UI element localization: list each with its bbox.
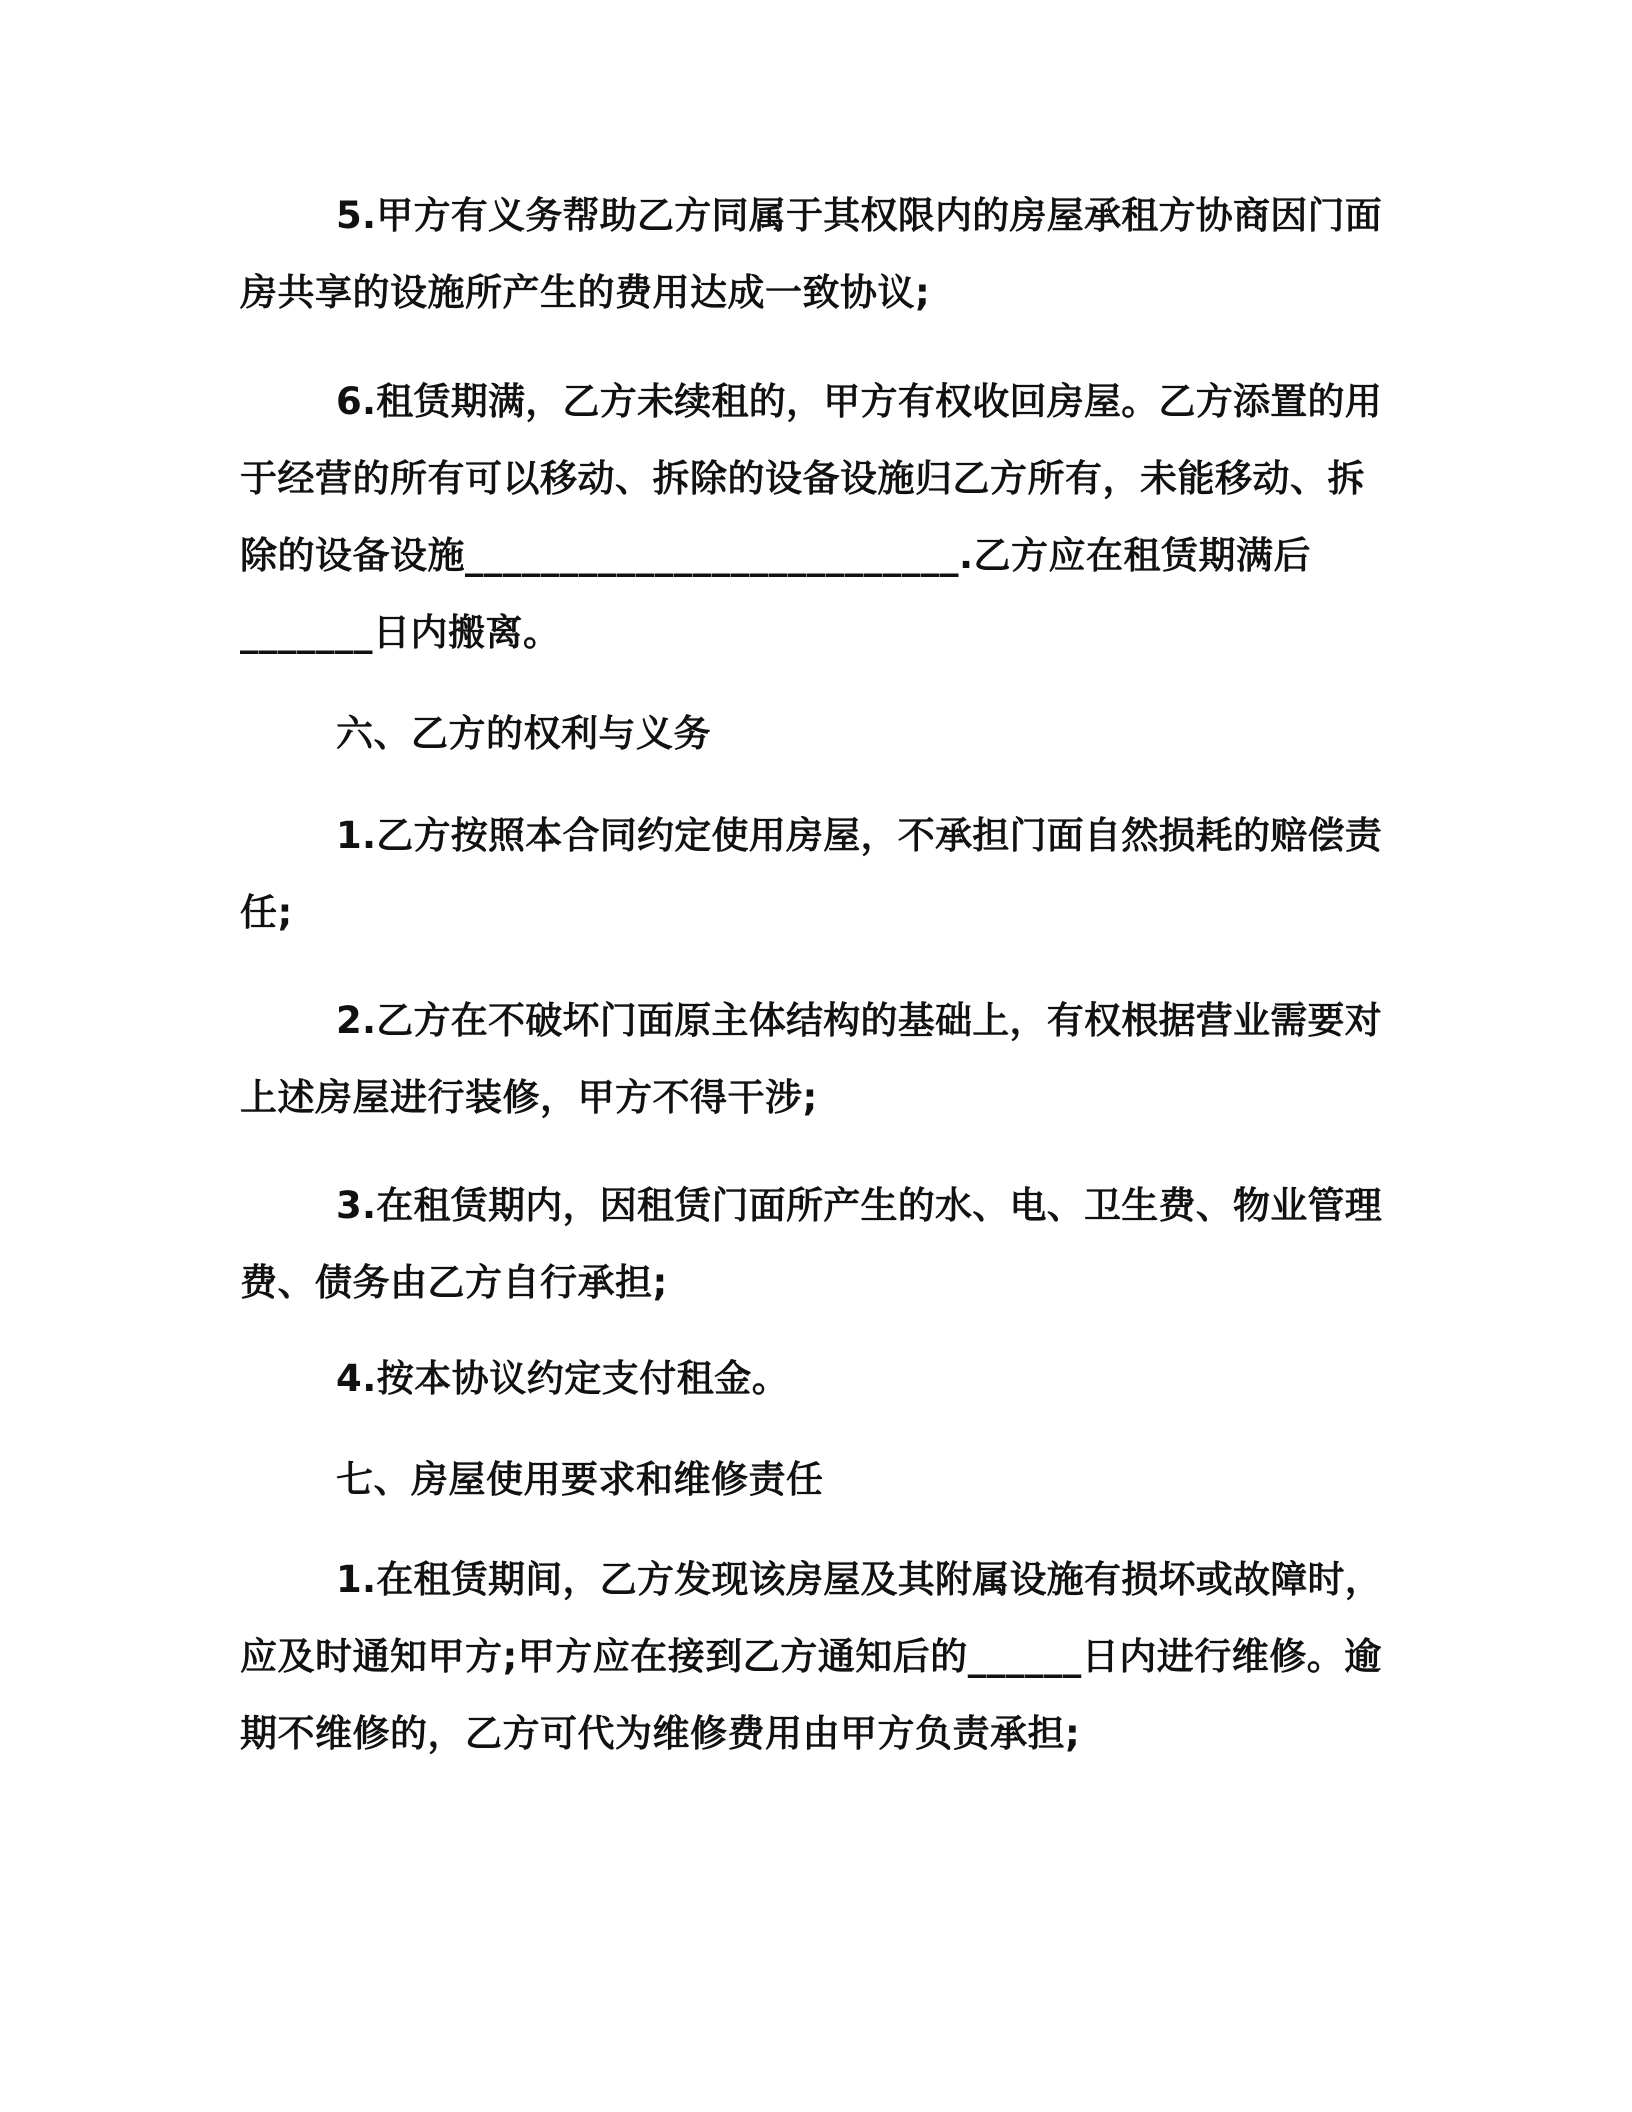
text-line: 1.乙方按照本合同约定使用房屋，不承担门面自然损耗的赔偿责 [336,814,1383,857]
text-line: 期不维修的，乙方可代为维修费用由甲方负责承担; [240,1712,1081,1755]
repair-clause-1-paragraph [240,1541,1388,1772]
rights-clause-2-paragraph [240,982,1388,1136]
clause-6-paragraph [240,363,1388,671]
text-line: 除的设备设施__________________________.乙方应在租赁期满后 [240,534,1312,577]
rights-clause-3-paragraph [240,1167,1388,1321]
rights-clause-1-paragraph [240,797,1388,951]
text-line: 5.甲方有义务帮助乙方同属于其权限内的房屋承租方协商因门面 [336,194,1383,237]
section-7-heading [240,1441,1388,1518]
clause-5-paragraph [240,177,1388,331]
text-line: 应及时通知甲方;甲方应在接到乙方通知后的______日内进行维修。逾 [240,1635,1382,1678]
text-line: 任; [240,891,293,934]
text-line: 6.租赁期满，乙方未续租的，甲方有权收回房屋。乙方添置的用 [336,380,1383,423]
text-line: 于经营的所有可以移动、拆除的设备设施归乙方所有，未能移动、拆 [240,457,1365,500]
text-line: 上述房屋进行装修，甲方不得干涉; [240,1076,818,1119]
rights-clause-4-paragraph [240,1340,1388,1417]
heading-text: 六、乙方的权利与义务 [336,712,711,755]
text-line: 房共享的设施所产生的费用达成一致协议; [240,271,931,314]
text-line: _______日内搬离。 [240,611,561,654]
section-6-heading [240,695,1388,772]
text-line: 2.乙方在不破坏门面原主体结构的基础上，有权根据营业需要对 [336,999,1383,1042]
text-line: 3.在租赁期内，因租赁门面所产生的水、电、卫生费、物业管理 [336,1184,1383,1227]
text-line: 费、债务由乙方自行承担; [240,1261,668,1304]
text-line: 4.按本协议约定支付租金。 [336,1357,790,1400]
heading-text: 七、房屋使用要求和维修责任 [336,1458,824,1501]
text-line: 1.在租赁期间，乙方发现该房屋及其附属设施有损坏或故障时， [336,1558,1383,1601]
